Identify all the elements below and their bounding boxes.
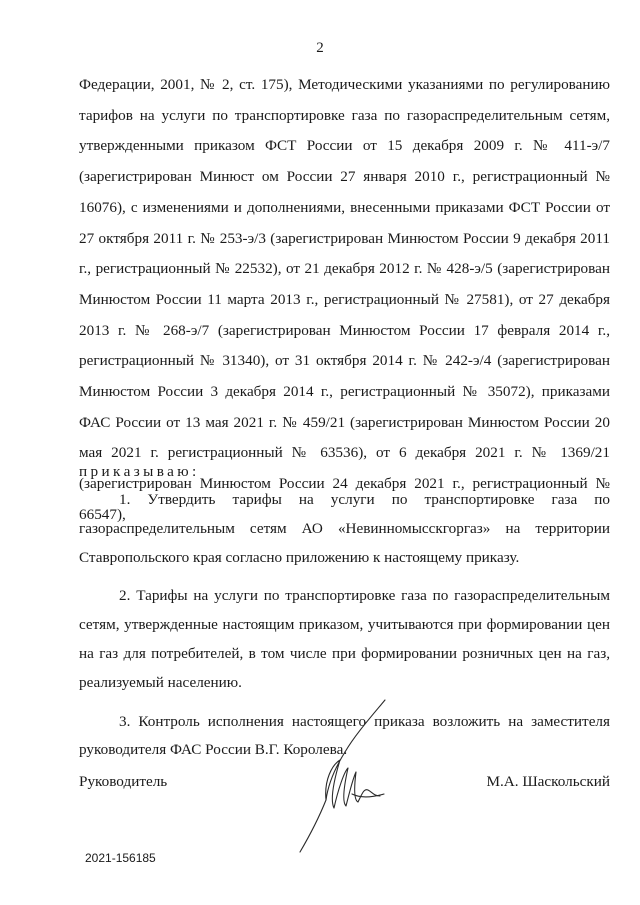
signatory-name: М.А. Шаскольский bbox=[486, 773, 610, 790]
document-number: 2021-156185 bbox=[85, 851, 156, 865]
body-paragraph: Федерации, 2001, № 2, ст. 175), Методическими указаниями по регулированию тарифов на услуги по транспортировке газа по газораспределительным сетям, утвержденными приказом ФСТ России от 15 декабря 2009 г. № 411-э/7 (зарегистрирован Минюст ом России 27 января 2010 г., регистрационный № 16076), с изменениями и дополнениями, внесенными приказами ФСТ России от 27 октября 2011 г. № 253-э/3 (зарегистрирован Минюстом России 9 декабря 2011 г., регистрационный № 22532), от 21 декабря 2012 г. № 428-э/5 (зарегистрирован Минюстом России 11 марта 2013 г., регистрационный № 27581), от 27 декабря 2013 г. № 268-э/7 (зарегистрирован Минюстом России 17 февраля 2014 г., регистрационный № 31340), от 31 октября 2014 г. № 242-э/4 (зарегистрирован Минюстом России 3 декабря 2014 г., регистрационный № 35072), приказами ФАС России от 13 мая 2021 г. № 459/21 (зарегистрирован Минюстом России 20 мая 2021 г. регистрационный № 63536), от 6 декабря 2021 г. № 1369/21 (зарегистрирован Минюстом России 24 декабря 2021 г., регистрационный № 66547), bbox=[79, 76, 610, 523]
signatory-position: Руководитель bbox=[79, 773, 168, 790]
order-item-2: 2. Тарифы на услуги по транспортировке газа по газораспределительным сетям, утвержденные настоящим приказом, учитываются при формировании цен на газ для потребителей, в том числе при формировании розничных цен на газ, реализуемый населению. bbox=[79, 587, 610, 691]
body-text bbox=[79, 70, 610, 531]
order-item-1: 1. Утвердить тарифы на услуги по транспортировке газа по газораспределительным сетям АО «Невинномысскгоргаз» на территории Ставропольского края согласно приложению к настоящему приказу. bbox=[79, 491, 610, 566]
order-word: приказываю: bbox=[79, 463, 200, 480]
handwritten-signature bbox=[290, 690, 400, 860]
order-item-3: 3. Контроль исполнения настоящего приказа возложить на заместителя руководителя ФАС России В.Г. Королева. bbox=[79, 712, 610, 759]
page-number: 2 bbox=[316, 40, 324, 56]
